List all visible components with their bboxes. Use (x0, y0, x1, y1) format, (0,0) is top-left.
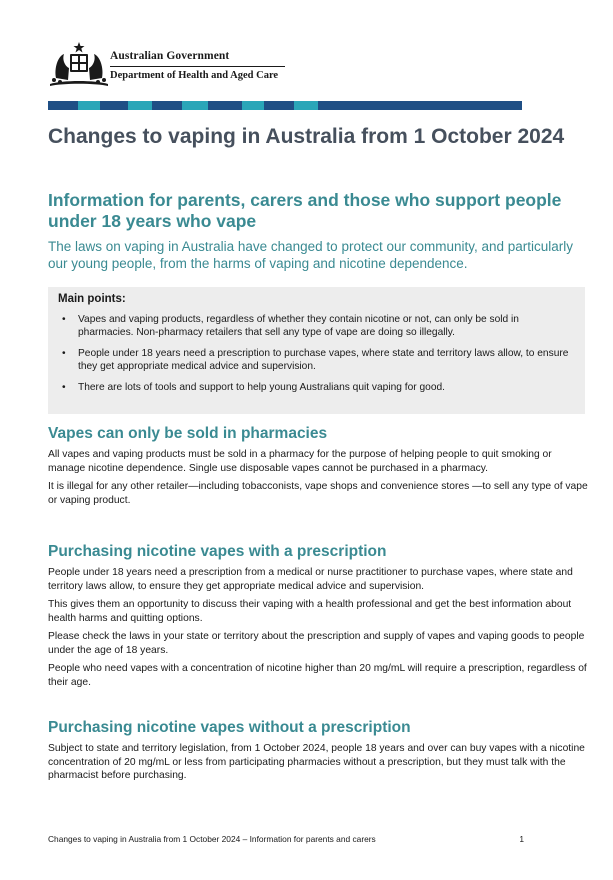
stripe-segment (318, 101, 522, 110)
government-branding (110, 50, 285, 81)
stripe-segment (152, 101, 182, 110)
section-heading: Purchasing nicotine vapes without a prescription (48, 719, 411, 736)
section-heading: Vapes can only be sold in pharmacies (48, 425, 328, 442)
stripe-segment (100, 101, 128, 110)
main-points-title: Main points: (58, 293, 126, 305)
section-paragraph: This gives them an opportunity to discuss their vaping with a health professional and get the best information about health harms and quitting options. (48, 599, 572, 624)
stripe-segment (128, 101, 152, 110)
stripe-segment (242, 101, 264, 110)
page-title: Changes to vaping in Australia from 1 October 2024 (48, 125, 565, 148)
section-paragraph: All vapes and vaping products must be sold in a pharmacy for the purpose of helping people to quit smoking or manage nicotine dependence. Single use disposable vapes cannot be purchased in a pharmacy. (48, 449, 552, 474)
footer-text: Changes to vaping in Australia from 1 October 2024 – Information for parents and carers (48, 834, 376, 844)
main-point-item: • There are lots of tools and support to help young Australians quit vaping for good. (58, 381, 575, 394)
stripe-segment (182, 101, 208, 110)
section-paragraph: People under 18 years need a prescription from a medical or nurse practitioner to purchase vapes, where state and territory laws allow, to ensure they get appropriate medical advice and supervision. (48, 567, 573, 592)
page-subtitle: Information for parents, carers and those who support people under 18 years who vape (48, 190, 562, 231)
page-footer (48, 834, 524, 844)
coat-of-arms-logo (48, 40, 110, 90)
section-pharmacies (48, 424, 588, 507)
main-points-list (58, 313, 575, 394)
stripe-segment (294, 101, 318, 110)
department-name: Department of Health and Aged Care (110, 70, 279, 81)
main-point-item: • Vapes and vaping products, regardless of whether they contain nicotine or not, can only be sold in pharmacies. Non-pharmacy retailers that sell any type of vape are doing so illegally. (58, 313, 575, 339)
page-number: 1 (519, 834, 524, 844)
stripe-segment (208, 101, 242, 110)
stripe-segment (78, 101, 100, 110)
section-paragraph: People who need vapes with a concentration of nicotine higher than 20 mg/mL will require a prescription, regardless of their age. (48, 663, 587, 688)
section-paragraph: Subject to state and territory legislation, from 1 October 2024, people 18 years and over can buy vapes with a nicotine concentration of 20 mg/mL or less from participating pharmacies without a prescription, but they must talk with the pharmacist before purchasing. (48, 743, 585, 781)
lead-paragraph: The laws on vaping in Australia have changed to protect our community, and particularly our young people, from the harms of vaping and nicotine dependence. (48, 239, 574, 271)
section-paragraph: Please check the laws in your state or territory about the prescription and supply of vapes and vaping goods to people under the age of 18 years. (48, 631, 585, 656)
section-without-prescription (48, 718, 588, 783)
section-with-prescription (48, 542, 588, 689)
section-heading: Purchasing nicotine vapes with a prescription (48, 543, 387, 560)
government-name: Australian Government (110, 50, 230, 62)
main-points-box (48, 287, 585, 414)
stripe-segment (264, 101, 294, 110)
section-paragraph: It is illegal for any other retailer—including tobacconists, vape shops and convenience stores —to sell any type of vape or vaping product. (48, 481, 588, 506)
branding-divider (110, 66, 285, 67)
header-stripe (48, 101, 522, 110)
stripe-segment (48, 101, 78, 110)
main-point-item: • People under 18 years need a prescription to purchase vapes, where state and territory laws allow, to ensure they get appropriate medical advice and supervision. (58, 347, 575, 373)
